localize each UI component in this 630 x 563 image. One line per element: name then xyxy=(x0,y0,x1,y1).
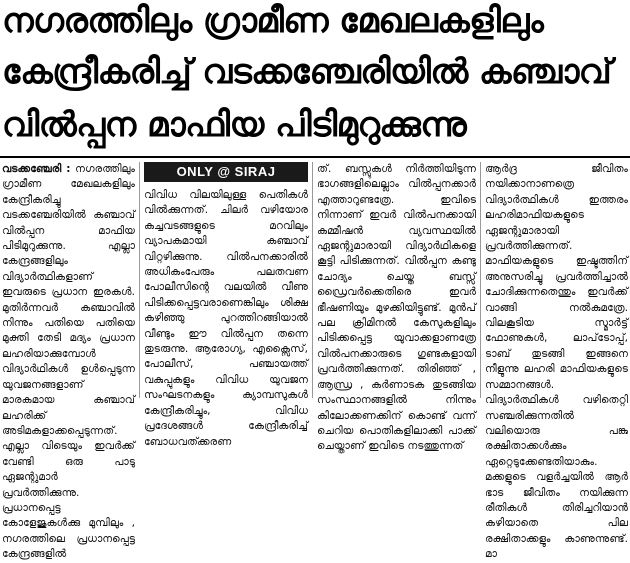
column-separator xyxy=(312,162,313,398)
headline-line-1: നഗരത്തിലും ഗ്രാമീണ മേഖലകളിലും xyxy=(2,1,544,41)
article-paragraph-1 xyxy=(2,162,135,563)
article-column-2 xyxy=(144,162,308,448)
column-1-text: നഗരത്തിലും ഗ്രാമീണ മേഖലകളിലും കേന്ദ്രീകരിച്ചു വടക്കഞ്ചേരിയിൽ കഞ്ചാവ് വിൽപ്പന മാഫിയ പിടിമുറുക്കുന്നു. എല്ലാ കേന്ദ്രങ്ങളിലും വിദ്യാർത്ഥികളാണ് ഇവരുടെ പ്രധാന ഇരകൾ. മുതിർന്നവർ കഞ്ചാവിൽ നിന്നും പതിയെ പതിയെ മുക്തി തേടി മദ്യം പ്രധാന ലഹരിയാക്കുമ്പോൾ വിദ്യാർഥികൾ ഉൾപ്പെടുന്ന യുവജനങ്ങളാണ് മാരകമായ കഞ്ചാവ് ലഹരിക്ക് അടിമകളാക്കപ്പെടുന്നത്. എല്ലാ വിടെയും ഇവർക്ക് വേണ്ടി ഒരു പാടു ഏജന്റുമാർ പ്രവർത്തിക്കുന്നു. പ്രധാനപ്പെട്ട കോളേജുകൾക്കു മുമ്പിലും , നഗരത്തിലെ പ്രധാനപ്പെട്ട കേന്ദ്രങ്ങളിൽ xyxy=(2,163,135,561)
headline-line-2: കേന്ദ്രീകരിച്ച് വടക്കഞ്ചേരിയിൽ കഞ്ചാവ് xyxy=(2,52,612,92)
column-3-text: ത്. ബസ്സുകൾ നിർത്തിയിടുന്ന ഭാഗങ്ങളിലെല്ലാം വിൽപ്പനക്കാർ എത്താറുണ്ടത്രേ. ഇവിടെ നിന്നാണ് ഇവർ വിൽപനക്കായി കമ്മീഷൻ വ്യവസ്ഥയിൽ ഏജന്റുമാരായി വിദ്യാർഥികളെ കൂട്ടി പിടിക്കുന്നത്. വിൽപ്പന കണ്ടു ചോദ്യം ചെയ്ത ബസ്സ് ഡ്രൈവർക്കെതിരെ ഇവർ ഭീഷണിയും മുഴക്കിയിട്ടുണ്ട്. മുൻപ് പല ക്രിമിനൽ കേസുകളിലും പിടിക്കപ്പെട്ട യുവാക്കളാണത്രേ വിൽപനക്കാരുടെ ഗുണ്ടകളായി പ്രവർത്തിക്കുന്നത്. തിരിഞ്ഞ് , ആന്ധ്ര , കർണാടക തുടങ്ങിയ സംസ്ഥാനങ്ങളിൽ നിന്നും കിലോക്കണക്കിന് കൊണ്ട് വന്ന് ചെറിയ പൊതികളിലാക്കി പാക്ക് ചെയ്താണ് ഇവിടെ നടത്തുന്നത് xyxy=(317,163,476,453)
headline-line-3: വിൽപ്പന മാഫിയ പിടിമുറുക്കുന്നു xyxy=(2,105,467,145)
article-column-1 xyxy=(2,162,135,561)
column-4-text: ആർദ്ര ജീവിതം നയിക്കാനാണത്രെ വിദ്യാർത്ഥികൾ ഇത്തരം ലഹരിമാഫിയകളുടെ ഏജന്റുമാരായി പ്രവർത്തിക്കുന്നത്. മാഫിയകളുടെ ഇഷ്ടത്തിന് അനുസരിച്ചു പ്രവർത്തിച്ചാൽ ചോദിക്കുന്നതെന്തും ഇവർക്ക് വാങ്ങി നൽകുമത്രേ. വിലകൂടിയ സ്മാർട്ട് ഫോണുകൾ, ലാപ്‌ടോപ്പ്, ടാബ് തുടങ്ങി ഇങ്ങനെ നീളുന്നു ലഹരി മാഫിയകളുടെ സമ്മാനങ്ങൾ. വിദ്യാർത്ഥികൾ വഴിതെറ്റി സഞ്ചരിക്കുന്നതിൽ വലിയൊരു പങ്കു രക്ഷിതാക്കൾക്കും ഏറ്റെടുക്കേണ്ടതിയാകും. മക്കളുടെ വളർച്ചയിൽ ആർ ഭാട ജീവിതം നയിക്കുന്ന രീതികൾ തിരിച്ചറിയാൻ കഴിയാതെ പില രക്ഷിതാക്കളും കാണുന്നുണ്ട്. മാ xyxy=(485,163,628,561)
only-at-siraj-badge: ONLY @ SIRAJ xyxy=(144,162,308,182)
headline-divider xyxy=(0,156,630,158)
column-separator xyxy=(480,162,481,398)
column-separator xyxy=(139,162,140,398)
article-column-4 xyxy=(485,162,628,561)
article-column-3 xyxy=(317,162,476,453)
column-2-text: വിവിധ വിലയിലുള്ള പെതികൾ വിൽക്കുന്നത്. ചിലർ വഴിയോര കച്ചവടങ്ങളുടെ മറവിലും വ്യാപകമായി കഞ്ചാവ് വിറ്റഴിക്കുന്നു. വിൽപനക്കാരിൽ അധികംപേരും പലതവണ പോലീസിന്റെ വലയിൽ വീണു പിടിക്കപ്പെട്ടവരാണെങ്കിലും ശിക്ഷ കഴിഞ്ഞു പുറത്തിറങ്ങിയാൽ വീണ്ടും ഈ വിൽപ്പന തന്നെ തുടരുന്നു. ആരോഗ്യ, എക്സൈസ്, പോലീസ്, പഞ്ചായത്ത് വകുപ്പുകളും വിവിധ യുവജന സംഘടനകളും ക്യാമ്പസുകൾ കേന്ദ്രീകരിച്ചും, വിവിധ പ്രദേശങ്ങൾ കേന്ദ്രീകരിച്ച് ബോധവത്ക്കരണ xyxy=(144,189,308,448)
dateline: വടക്കഞ്ചേരി : xyxy=(2,163,71,175)
